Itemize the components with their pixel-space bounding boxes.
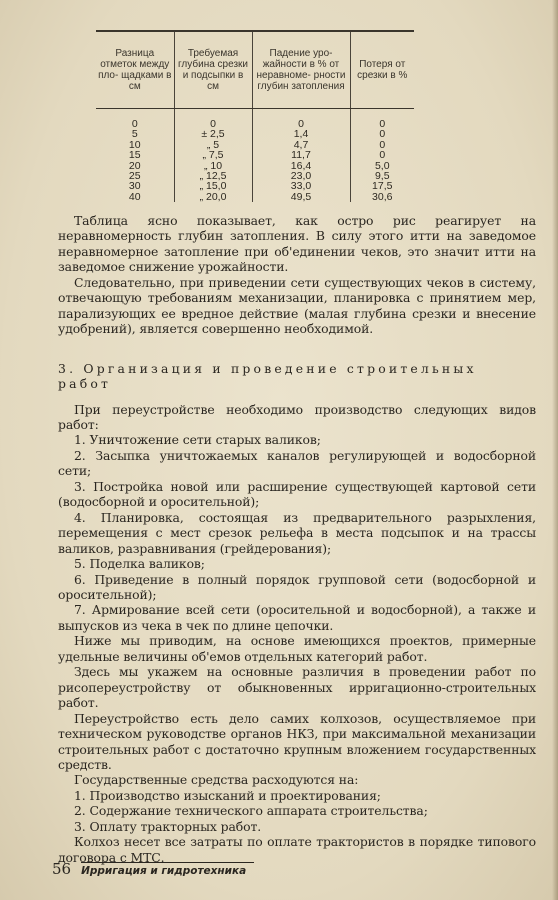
table-spacer xyxy=(414,129,536,139)
page-number: 56 xyxy=(52,860,72,878)
table-cell: „ 10 xyxy=(174,161,252,171)
table-spacer xyxy=(414,181,536,191)
running-title: Ирригация и гидротехника xyxy=(81,862,254,877)
table-row xyxy=(96,181,536,191)
table-row xyxy=(96,161,536,171)
table-cell: 15 xyxy=(128,149,141,162)
table-body xyxy=(96,109,536,203)
works-intro: При переустройстве необходимо производство следующих видов работ: xyxy=(58,401,536,432)
table-cell: „ 20,0 xyxy=(174,192,252,202)
table-spacer xyxy=(414,150,536,160)
table-cell: 1,4 xyxy=(252,129,350,139)
paragraph-differences: Здесь мы укажем на основные различия в проведении работ по рисопереустройству от обыкновенных ирригационно-строительных работ. xyxy=(58,664,536,711)
table-row xyxy=(96,171,536,181)
table-cell: 16,4 xyxy=(252,161,350,171)
table-cell: 0 xyxy=(131,118,138,130)
expenses-list-item: 3. Оплату тракторных работ. xyxy=(74,818,262,834)
table-cell: ± 2,5 xyxy=(174,129,252,139)
header-yield-drop: Падение уро- жайности в % от неравноме- рности глубин затопления xyxy=(252,31,350,109)
table-header-row xyxy=(96,31,536,109)
table-spacer xyxy=(414,171,536,181)
table-cell: „ 7,5 xyxy=(174,150,252,160)
paragraph-conclusion: Следовательно, при приведении сети существующих чеков в систему, отвечающую требованиям механизации, планировка с принятием мер, парализующих ее вредное действие (малая глубина срезки и внесение удобрений), является совершенно необходимой. xyxy=(58,274,536,337)
header-elevation-difference: Разница отметок между пло- щадками в см xyxy=(96,31,174,109)
table-cell: 25 xyxy=(128,170,141,183)
table-cell: 30,6 xyxy=(350,192,414,202)
table-cell: 9,5 xyxy=(350,171,414,181)
paragraph-table-comment: Таблица ясно показывает, как остро рис реагирует на неравномерность глубин затопления. В силу этого итти на заведомое неравномерное затопление при об'единении чеков, это значит итти на заведомое снижение урожайности. xyxy=(58,213,536,275)
paragraph-state-funds: Государственные средства расходуются на: xyxy=(74,772,359,788)
table-cell: 49,5 xyxy=(252,192,350,202)
header-required-depth: Требуемая глубина срезки и подсыпки в см xyxy=(174,31,252,109)
table-row xyxy=(96,150,536,160)
table-spacer xyxy=(414,192,536,202)
table-cell: 0 xyxy=(174,109,252,130)
table-cell: 0 xyxy=(350,109,414,130)
table-cell: 0 xyxy=(350,150,414,160)
table-spacer xyxy=(414,109,536,130)
table-cell: 33,0 xyxy=(252,181,350,191)
table-cell: 30 xyxy=(128,180,141,193)
table-cell: 4,7 xyxy=(252,140,350,150)
paragraph-collective-farms: Переустройство есть дело самих колхозов, осуществляемое при техническом руководстве органов НКЗ, при максимальной механизации строительных работ с достаточно крупным вложением государственных средств. xyxy=(58,710,536,772)
yield-loss-table xyxy=(96,30,536,202)
page-edge-shadow xyxy=(552,0,558,900)
table-row xyxy=(96,109,536,130)
table-row xyxy=(96,192,536,202)
table-cell: „ 5 xyxy=(174,140,252,150)
works-list-item: 4. Планировка, состоящая из предварительного разрыхления, перемещения с мест срезок рельефа в места подсыпок и на трассы валиков, разравнивания (грейдерования); xyxy=(58,509,536,556)
table-cell: 0 xyxy=(350,140,414,150)
table-cell: 20 xyxy=(128,159,141,172)
table-cell: 5 xyxy=(131,128,138,141)
yield-loss-table-container xyxy=(96,30,536,202)
section-heading: 3. Организация и проведение строительных работ xyxy=(58,360,477,392)
works-list-item: 2. Засыпка уничтожаемых каналов регулирующей и водосборной сети; xyxy=(58,447,536,479)
table-cell: 11,7 xyxy=(252,150,350,160)
table-cell: 10 xyxy=(128,138,141,151)
works-list-item: 3. Постройка новой или расширение существующей картовой сети (водосборной и оросительной); xyxy=(58,478,536,510)
table-row xyxy=(96,140,536,150)
table-cell: 0 xyxy=(252,109,350,130)
page-footer xyxy=(52,860,522,878)
expenses-list-item: 1. Производство изысканий и проектирования; xyxy=(74,787,381,803)
table-row xyxy=(96,129,536,139)
table-cell: „ 15,0 xyxy=(174,181,252,191)
main-text xyxy=(58,213,536,865)
works-list-item: 5. Поделка валиков; xyxy=(74,556,205,572)
table-spacer xyxy=(414,161,536,171)
table-cell: 5,0 xyxy=(350,161,414,171)
paragraph-closing: Колхоз несет все затраты по оплате трактористов в порядке типового договора с МТС. xyxy=(58,834,536,865)
table-cell: 23,0 xyxy=(252,171,350,181)
works-list-item: 6. Приведение в полный порядок групповой сети (водосборной и оросительной); xyxy=(58,571,536,602)
expenses-list-item: 2. Содержание технического аппарата строительства; xyxy=(74,803,428,819)
table-cell: 17,5 xyxy=(350,181,414,191)
table-cell: 40 xyxy=(128,190,141,203)
table-spacer xyxy=(414,140,536,150)
works-list-item: 7. Армирование всей сети (оросительной и водосборной), а также и выпусков из чека в чек по длине цепочки. xyxy=(58,602,536,633)
works-list-item: 1. Уничтожение сети старых валиков; xyxy=(74,432,321,448)
paragraph-volumes: Ниже мы приводим, на основе имеющихся проектов, примерные удельные величины об'емов отдельных категорий работ. xyxy=(58,633,536,664)
table-cell: 0 xyxy=(350,129,414,139)
header-cut-loss: Потеря от срезки в % xyxy=(350,31,414,109)
table-cell: „ 12,5 xyxy=(174,171,252,181)
